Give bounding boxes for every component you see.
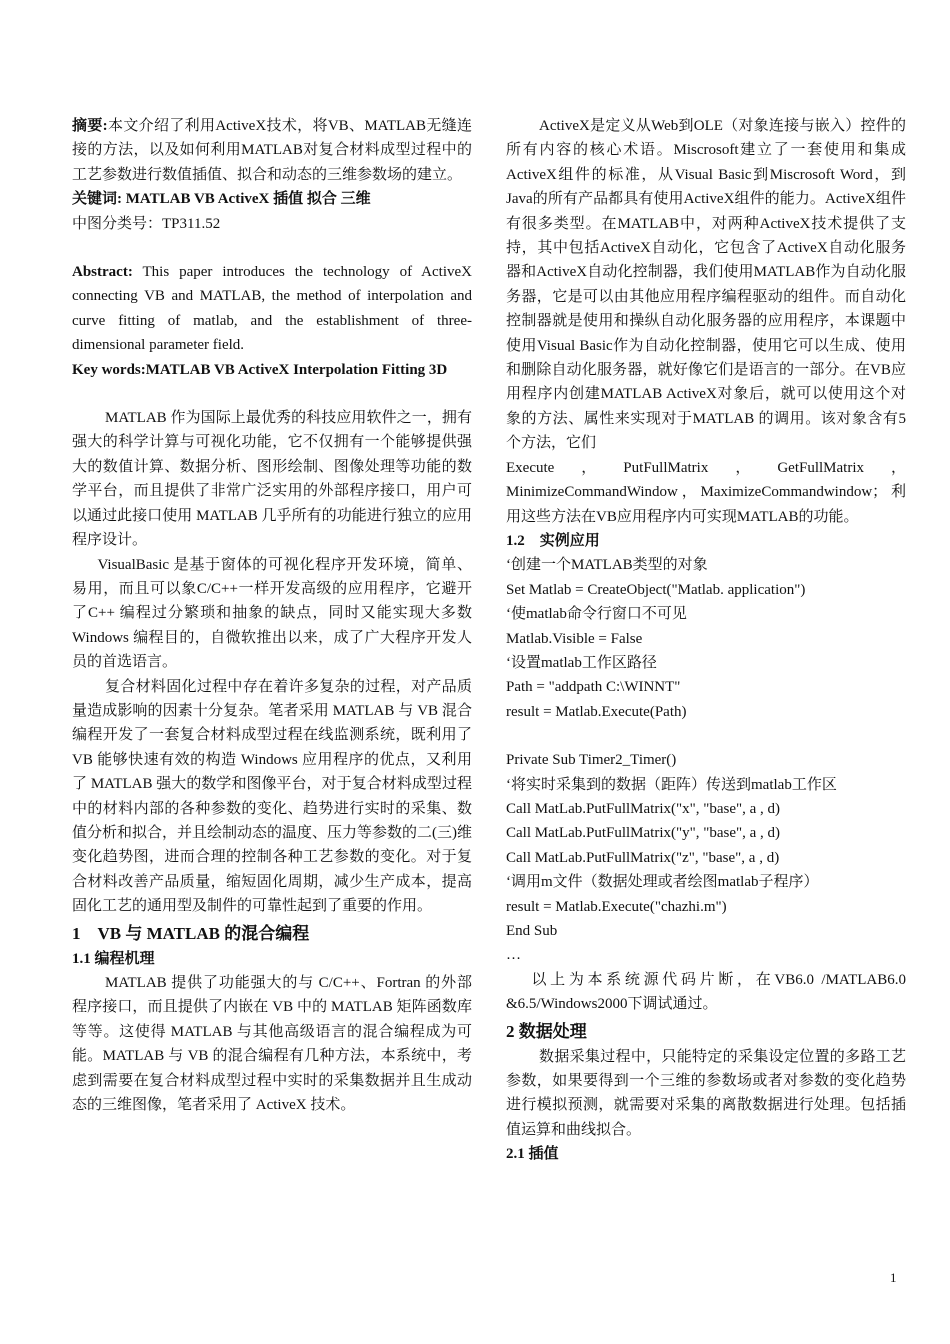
paragraph-methods: Execute，PutFullMatrix，GetFullMatrix，MinimizeCommandWindow，MaximizeCommandwindow；利用这些方法在VB应用程序内可实现MATLAB的功能。 (506, 459, 906, 525)
code-line: ‘设置matlab工作区路径 (506, 654, 657, 671)
code-line: Call MatLab.PutFullMatrix("z", "base", a , d) (506, 849, 780, 866)
code-block-timer (506, 748, 906, 968)
code-line: ‘调用m文件（数据处理或者绘图matlab子程序） (506, 874, 819, 891)
code-line: ‘将实时采集到的数据（距阵）传送到matlab工作区 (506, 776, 837, 793)
code-block-create-object (506, 553, 906, 724)
right-column (506, 114, 906, 1167)
code-line: Path = "addpath C:\WINNT" (506, 679, 681, 696)
section-heading-1: 1 VB 与 MATLAB 的混合编程 (72, 923, 310, 943)
intro-paragraph-matlab: MATLAB 作为国际上最优秀的科技应用软件之一，拥有强大的科学计算与可视化功能，它不仅拥有一个能够提供强大的数值计算、数据分析、图形绘制、图像处理等功能的数学平台，而且提供了非常广泛实用的外部程序接口，用户可以通过此接口使用 MATLAB 几乎所有的功能进行独立的应用程序设计。 (72, 410, 472, 549)
abstract-en (72, 260, 472, 358)
subsection-heading-1-2: 1.2 实例应用 (506, 532, 600, 549)
code-line: Matlab.Visible = False (506, 630, 643, 647)
page-number: 1 (890, 1270, 897, 1285)
code-line: ‘创建一个MATLAB类型的对象 (506, 557, 708, 574)
section-heading-2: 2 数据处理 (506, 1021, 587, 1041)
abstract-en-text: This paper introduces the technology of ActiveX connecting VB and MATLAB, the method of interpolation and curve fitting of matlab, and the establishment of three-dimensional parameter field. (72, 264, 472, 354)
code-line: result = Matlab.Execute(Path) (506, 703, 687, 720)
intro-paragraph-vb: VisualBasic 是基于窗体的可视化程序开发环境，简单、易用，而且可以象C/C++一样开发高级的应用程序，它避开了C++ 编程过分繁琐和抽象的缺点，同时又能实现大多数Windows 编程目的，自微软推出以来，成了广大程序开发人员的首选语言。 (72, 556, 472, 671)
subsection-heading-2-1: 2.1 插值 (506, 1146, 559, 1163)
code-line: result = Matlab.Execute("chazhi.m") (506, 898, 727, 915)
code-line: … (506, 947, 521, 964)
abstract-cn-text: 本文介绍了利用ActiveX技术，将VB、MATLAB无缝连接的方法，以及如何利用MATLAB对复合材料成型过程中的工艺参数进行数值插值、拟合和动态的三维参数场的建立。 (72, 118, 473, 183)
code-line: Set Matlab = CreateObject("Matlab. application") (506, 581, 806, 598)
code-line: Call MatLab.PutFullMatrix("y", "base", a , d) (506, 825, 781, 842)
keywords-en: Key words:MATLAB VB ActiveX Interpolation Fitting 3D (72, 361, 448, 378)
keywords-cn: 关键词: MATLAB VB ActiveX 插值 拟合 三维 (72, 191, 371, 208)
abstract-en-label: Abstract: (72, 264, 133, 281)
abstract-cn-label: 摘要: (72, 118, 108, 134)
code-line: End Sub (506, 923, 558, 939)
left-column (72, 114, 472, 1117)
paragraph-data-processing: 数据采集过程中，只能特定的采集设定位置的多路工艺参数，如果要得到一个三维的参数场或者对参数的变化趋势进行模拟预测，就需要对采集的离散数据进行处理。包括插值运算和曲线拟合。 (506, 1048, 906, 1138)
paragraph-programming-mechanism: MATLAB 提供了功能强大的与 C/C++、Fortran 的外部程序接口，而且提供了内嵌在 VB 中的 MATLAB 矩阵函数库等等。这使得 MATLAB 与其他高级语言的混合编程成为可能。MATLAB 与 VB 的混合编程有几种方法，本系统中，考虑到需要在复合材料成型过程中实时的采集数据并且生成动态的三维图像，笔者采用了 ActiveX 技术。 (72, 975, 472, 1114)
paragraph-activex: ActiveX是定义从Web到OLE（对象连接与嵌入）控件的所有内容的核心术语。Miscrosoft建立了一套使用和集成ActiveX组件的标准，从Visual Basic到Miscrosoft Word，到Java的所有产品都具有使用ActiveX组件的能力。ActiveX组件有很多类型。在MATLAB中，对两种ActiveX技术提供了支持，其中包括ActiveX自动化，它包含了ActiveX自动化服务器和ActiveX自动化控制器，我们使用MATLAB作为自动化服务器，它是可以由其他应用程序编程驱动的组件。而自动化控制器就是使用和操纵自动化服务器的应用程序，本课题中使用Visual Basic作为自动化控制器，使用它可以生成、使用和删除自动化服务器，就好像它们是语言的一部分。在VB应用程序内创建MATLAB ActiveX对象后，就可以使用这个对象的方法、属性来实现对于MATLAB 的调用。该对象含有5个方法，它们 (506, 118, 906, 452)
code-line: Private Sub Timer2_Timer() (506, 752, 677, 769)
code-line: ‘使matlab命令行窗口不可见 (506, 606, 687, 623)
paragraph-debug-note: 以上为本系统源代码片断，在VB6.0 /MATLAB6.0 &6.5/Windows2000下调试通过。 (506, 971, 906, 1013)
code-line: Call MatLab.PutFullMatrix("x", "base", a , d) (506, 800, 781, 817)
intro-paragraph-composite: 复合材料固化过程中存在着许多复杂的过程，对产品质量造成影响的因素十分复杂。笔者采用 MATLAB 与 VB 混合编程开发了一套复合材料成型过程在线监测系统，既利用了 VB 能够快速有效的构造 Windows 应用程序的优点，又利用了 MATLAB 强大的数学和图像平台，对于复合材料成型过程中的材料内部的各种参数的变化、趋势进行实时的采集、数值分析和拟合，并且绘制动态的温度、压力等参数的二(三)维变化趋势图，进而合理的控制各种工艺参数的变化。对于复合材料改善产品质量，缩短固化周期，减少生产成本，提高固化工艺的通用型及制件的可靠性起到了重要的作用。 (72, 678, 472, 915)
classification-number: 中图分类号：TP311.52 (72, 215, 221, 232)
abstract-cn (72, 114, 472, 187)
subsection-heading-1-1: 1.1 编程机理 (72, 950, 155, 967)
